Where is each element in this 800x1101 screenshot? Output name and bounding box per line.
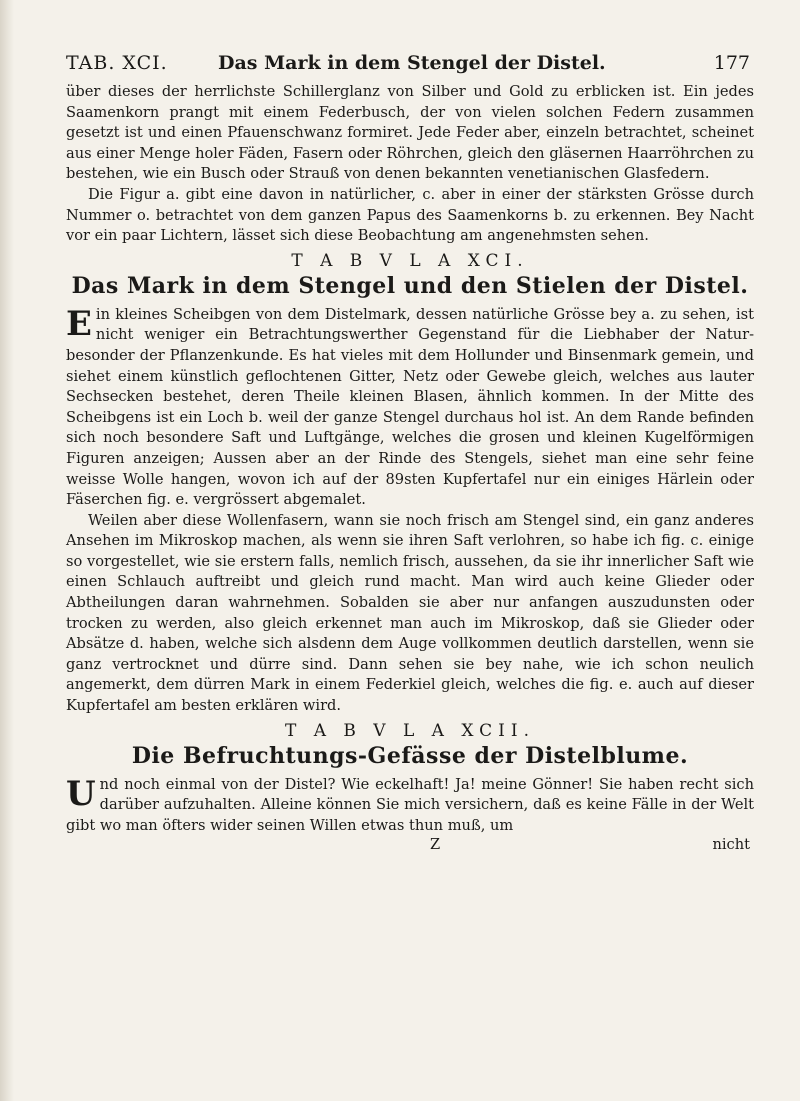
- intro-paragraph: über dieses der herrlichste Schillerglanz von Silber und Gold zu erblicken ist. Ein jedes Saamenkorn prangt mit einem Federbusch, der von vielen solchen Federn zusammen gesetzt ist und einen Pfauenschwanz formiret. Jede Feder aber, einzeln betrachtet, scheinet aus einer Menge holer Fäden, Fasern oder Röhrchen, gleich den gläsernen Haarröhrchen zu bestehen, wie ein Busch oder Strauß von denen bekannten venetianischen Glasfedern.: [66, 83, 754, 183]
- signature-mark: Z: [430, 836, 441, 854]
- section1-paragraph-2: Weilen aber diese Wollenfasern, wann sie noch frisch am Stengel sind, ein ganz anderes Ansehen im Mikroskop machen, als wenn sie ihren Saft verlohren, so habe ich fig. c. einige so vorgestellet, wie sie erstern falls, nemlich frisch, aussehen, da sie ihr innerlicher Saft wie einen Schlauch auftreibt und gleich rund macht. Man wird auch keine Glieder oder Abtheilungen daran wahrnehmen. Sobalden sie aber nur anfangen auszudunsten oder trocken zu werden, also gleich erkennet man auch im Mikroskop, daß sie Glieder oder Absätze d. haben, welche sich alsdenn dem Auge vollkommen deutlich darstellen, wenn sie ganz vertrocknet und dürre sind. Dann sehen sie bey nahe, wie ich schon neulich angemerkt, dem dürren Mark in einem Federkiel gleich, welches die fig. e. auch auf dieser Kupfertafel am besten erklären wird.: [66, 511, 754, 715]
- page-gutter: [0, 0, 14, 1101]
- section1-paragraph-1-text: in kleines Scheibgen von dem Distelmark, dessen natürliche Grösse bey a. zu sehen, ist nicht weniger ein Betrachtungswerther Gegenstand für die Liebhaber der Natur- besonder der Pflanzenkunde. Es hat vieles mit dem Hollunder und Binsenmark gemein, und siehet einem künstlich geflochtenen Gitter, Netz oder Gewebe gleich, welches aus lauter Sechsecken bestehet, deren Theile kleinen Blasen, ähnlich kommen. In der Mitte des Scheibgens ist ein Loch b. weil der ganze Stengel durchaus hol ist. An dem Rande befinden sich noch besondere Saft und Luftgänge, welches die grosen und kleinen Kugelförmigen Figuren anzeigen; Aussen aber an der Rinde des Stengels, siehet man eine sehr feine weisse Wolle hangen, wovon ich auf der 89sten Kupfertafel nur ein einiges Härlein oder Fäserchen fig. e. vergrössert abgemalet.: [66, 305, 754, 509]
- section1-paragraph-1: [66, 305, 754, 511]
- plate-number: TAB. XCI.: [66, 52, 168, 74]
- running-title: Das Mark in dem Stengel der Distel.: [218, 52, 606, 74]
- page-footer: [66, 836, 754, 858]
- section2-paragraph-1-text: nd noch einmal von der Distel? Wie eckelhaft! Ja! meine Gönner! Sie haben recht sich darüber aufzuhalten. Alleine können Sie mich versichern, daß es keine Fälle in der Welt gibt wo man öfters wider seinen Willen etwas thun muß, um: [66, 775, 754, 834]
- section2-paragraph-1: [66, 775, 754, 837]
- page-number: 177: [713, 52, 750, 74]
- section1-dropcap: E: [66, 303, 92, 344]
- running-head: [66, 52, 754, 82]
- section2-title: Die Befruchtungs-Gefässe der Distelblume.: [131, 742, 689, 769]
- section2-plate-heading: T A B V L A XCII.: [284, 720, 536, 741]
- figure-paragraph: Die Figur a. gibt eine davon in natürlicher, c. aber in einer der stärksten Grösse durch Nummer o. betrachtet von dem ganzen Papus des Saamenkorns b. zu erkennen. Bey Nacht vor ein paar Lichtern, lässet sich diese Beobachtung am angenehmsten sehen.: [66, 185, 754, 245]
- section1-plate-heading: T A B V L A XCI.: [291, 250, 529, 271]
- catchword: nicht: [712, 836, 750, 854]
- section1-title: Das Mark in dem Stengel und den Stielen der Distel.: [71, 272, 749, 299]
- section2-dropcap: U: [66, 773, 96, 814]
